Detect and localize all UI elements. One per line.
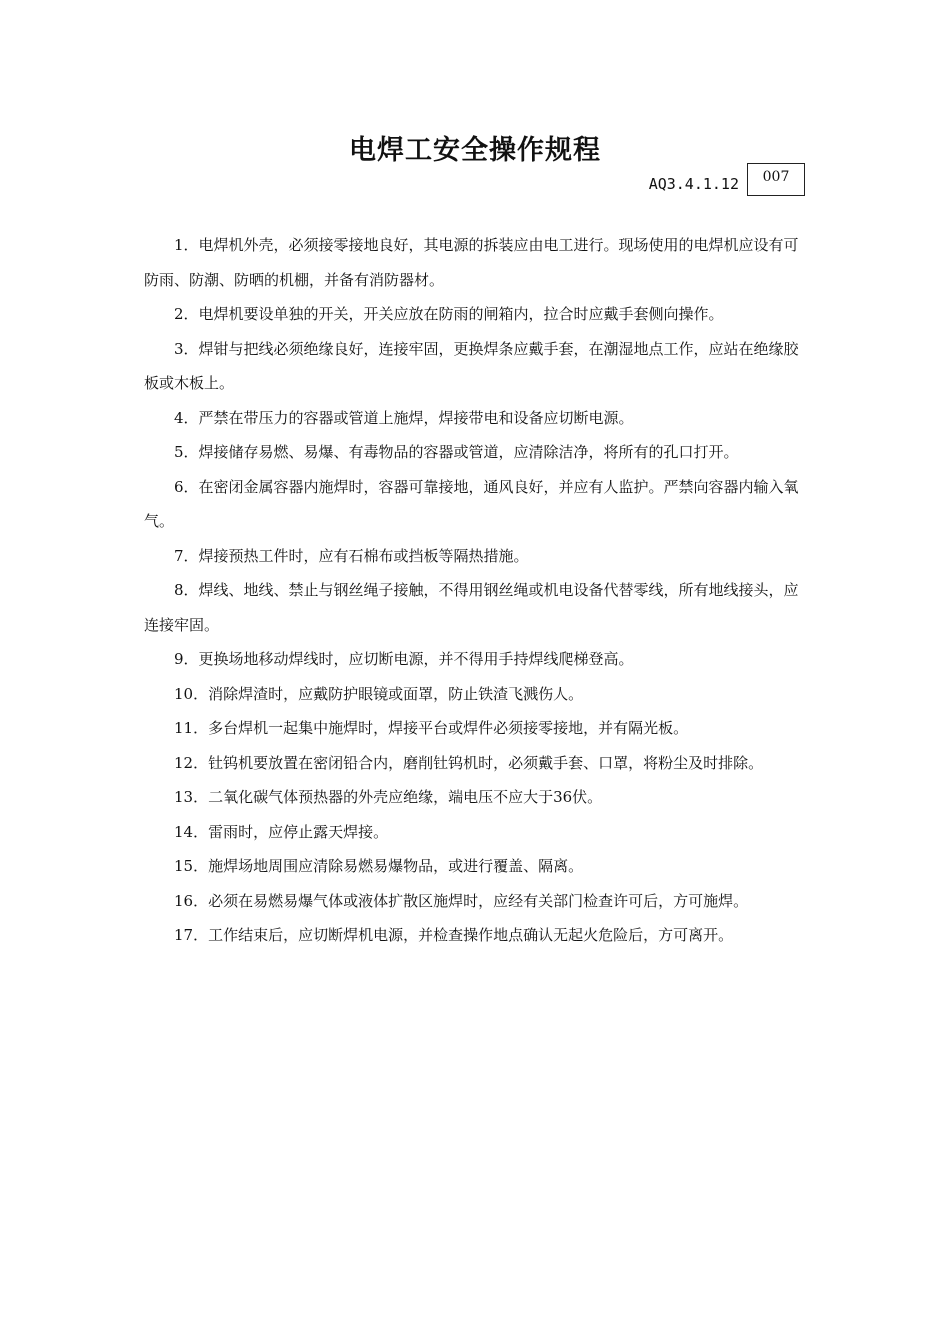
- rules-list: [144, 228, 809, 953]
- rule-item: 1．电焊机外壳，必须接零接地良好，其电源的拆装应由电工进行。现场使用的电焊机应设有可防雨、防潮、防晒的机棚，并备有消防器材。: [144, 236, 799, 289]
- rule-item: 2．电焊机要设单独的开关，开关应放在防雨的闸箱内，拉合时应戴手套侧向操作。: [174, 305, 724, 323]
- document-code-row: [649, 162, 805, 196]
- rule-item: 10．消除焊渣时，应戴防护眼镜或面罩，防止铁渣飞溅伤人。: [174, 684, 584, 703]
- rule-item: 5．焊接储存易燃、易爆、有毒物品的容器或管道，应清除洁净，将所有的孔口打开。: [174, 443, 739, 461]
- rule-item: 3．焊钳与把线必须绝缘良好，连接牢固，更换焊条应戴手套，在潮湿地点工作，应站在绝缘胶板或木板上。: [144, 339, 799, 392]
- rule-item: 4．严禁在带压力的容器或管道上施焊，焊接带电和设备应切断电源。: [174, 408, 634, 427]
- document-code: AQ3.4.1.12: [648, 175, 739, 193]
- document-number-box: 007: [747, 163, 805, 196]
- rule-item: 13．二氧化碳气体预热器的外壳应绝缘，端电压不应大于36伏。: [174, 788, 603, 806]
- document-title: 电焊工安全操作规程: [349, 135, 601, 166]
- rule-item: 16．必须在易燃易爆气体或液体扩散区施焊时，应经有关部门检查许可后，方可施焊。: [174, 891, 749, 910]
- rule-item: 6．在密闭金属容器内施焊时，容器可靠接地，通风良好，并应有人监护。严禁向容器内输入氧气。: [144, 477, 799, 530]
- rule-item: 11．多台焊机一起集中施焊时，焊接平台或焊件必须接零接地，并有隔光板。: [174, 719, 689, 737]
- rule-item: 7．焊接预热工件时，应有石棉布或挡板等隔热措施。: [174, 546, 529, 565]
- rule-item: 12．钍钨机要放置在密闭铅合内，磨削钍钨机时，必须戴手套、口罩，将粉尘及时排除。: [174, 753, 764, 772]
- rule-item: 9．更换场地移动焊线时，应切断电源，并不得用手持焊线爬梯登高。: [174, 650, 634, 668]
- rule-item: 14．雷雨时，应停止露天焊接。: [174, 822, 389, 841]
- rule-item: 8．焊线、地线、禁止与钢丝绳子接触，不得用钢丝绳或机电设备代替零线，所有地线接头，应连接牢固。: [144, 581, 799, 634]
- rule-item: 15．施焊场地周围应清除易燃易爆物品，或进行覆盖、隔离。: [174, 857, 584, 875]
- rule-item: 17．工作结束后，应切断焊机电源，并检查操作地点确认无起火危险后，方可离开。: [174, 926, 734, 944]
